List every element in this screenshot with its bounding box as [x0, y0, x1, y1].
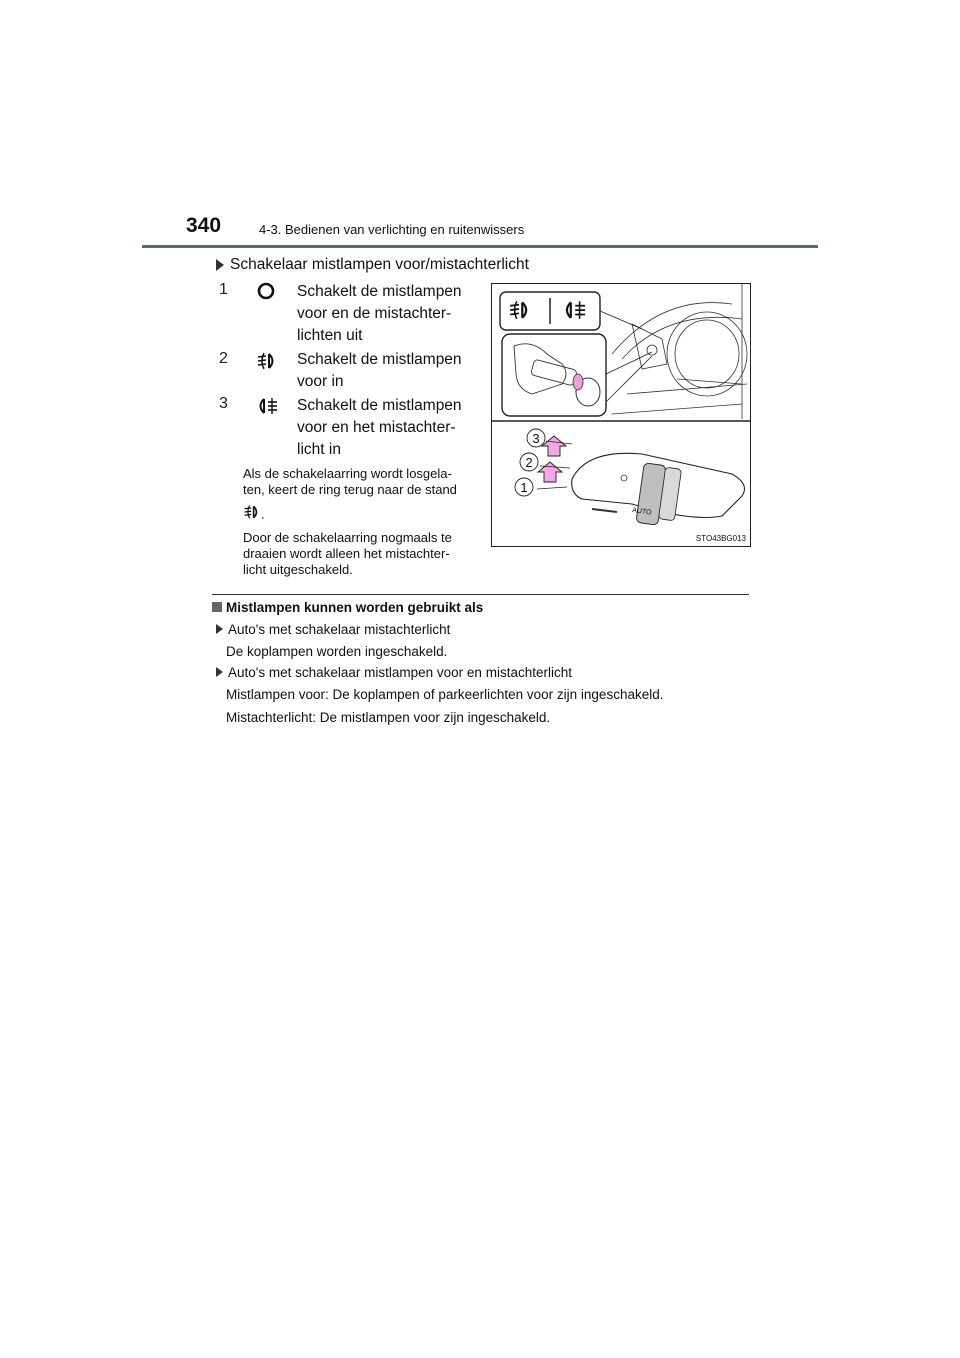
callout-1: 1 — [520, 480, 528, 495]
item-line: voor en de mistachter- — [297, 305, 452, 322]
auto-label: AUTO — [631, 507, 652, 517]
item-text-2 — [297, 349, 479, 393]
figure-code: STO43BG013 — [695, 534, 746, 543]
section-divider — [212, 594, 749, 595]
note-line: Als de schakelaarring wordt losgela- — [243, 466, 452, 481]
item-text-1 — [297, 281, 479, 347]
note-suffix: . — [261, 506, 265, 522]
item-line: lichten uit — [297, 327, 363, 344]
subitem-2-text: Auto's met schakelaar mistlampen voor en mistachterlicht — [228, 665, 572, 680]
fog-light-switch-illustration — [491, 283, 751, 547]
item-text-3 — [297, 395, 479, 461]
body-text-2: Mistlampen voor: De koplampen of parkeerlichten voor zijn ingeschakeld. — [226, 687, 664, 702]
section-heading — [212, 600, 483, 615]
note-line: ten, keert de ring terug naar de stand — [243, 482, 457, 497]
note-release-ring — [243, 466, 479, 498]
note-line: draaien wordt alleen het mistachter- — [243, 546, 450, 561]
item-line: voor in — [297, 373, 344, 390]
triangle-bullet-icon — [216, 667, 223, 677]
body-text-1: De koplampen worden ingeschakeld. — [226, 644, 448, 659]
item-line: Schakelt de mistlampen — [297, 351, 462, 368]
item-line: voor en het mistachter- — [297, 419, 456, 436]
square-bullet-icon — [212, 602, 222, 612]
front-fog-light-icon — [256, 350, 278, 372]
triangle-bullet-icon — [216, 624, 223, 634]
note-line: Door de schakelaarring nogmaals te — [243, 530, 452, 545]
figure-drawing — [492, 284, 751, 547]
rear-fog-light-icon — [256, 395, 280, 417]
item-line: Schakelt de mistlampen — [297, 397, 462, 414]
subitem-1 — [216, 622, 450, 637]
body-text-3: Mistachterlicht: De mistlampen voor zijn ingeschakeld. — [226, 710, 551, 725]
front-fog-light-icon — [243, 503, 261, 526]
item-number-3: 3 — [219, 395, 228, 412]
header-rule — [142, 245, 818, 248]
note-rear-fog-off — [243, 530, 479, 578]
section-heading-text: Mistlampen kunnen worden gebruikt als — [226, 600, 484, 615]
callout-3: 3 — [532, 431, 540, 446]
item-line: Schakelt de mistlampen — [297, 283, 462, 300]
item-number-1: 1 — [219, 281, 228, 298]
item-number-2: 2 — [219, 350, 228, 367]
subheading-text: Schakelaar mistlampen voor/mistachterlicht — [230, 256, 529, 273]
fog-lights-off-icon — [256, 281, 276, 303]
item-line: licht in — [297, 441, 341, 458]
section-title: 4-3. Bedienen van verlichting en ruitenwissers — [259, 222, 525, 237]
subitem-1-text: Auto's met schakelaar mistachterlicht — [228, 622, 451, 637]
subitem-2 — [216, 665, 572, 680]
page-number: 340 — [186, 214, 222, 237]
triangle-bullet-icon — [216, 259, 224, 271]
note-stand-icon-line — [243, 503, 265, 523]
note-line: licht uitgeschakeld. — [243, 562, 353, 577]
subheading — [216, 256, 529, 274]
page-header — [186, 214, 816, 248]
callout-2: 2 — [525, 455, 533, 470]
